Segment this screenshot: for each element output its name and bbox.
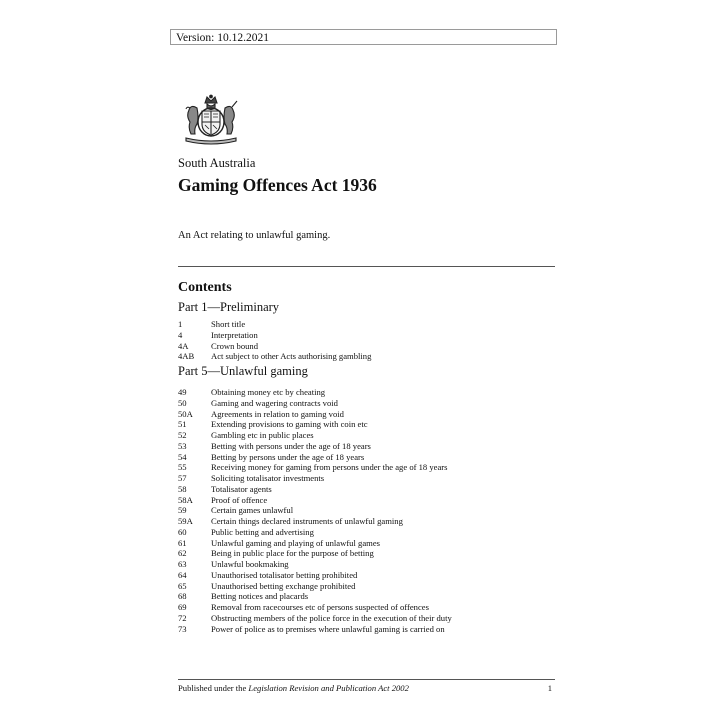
jurisdiction: South Australia <box>178 156 256 170</box>
toc-title: Betting notices and placards <box>211 591 309 602</box>
toc-item[interactable] <box>178 613 452 624</box>
toc-item[interactable] <box>178 591 452 602</box>
toc-item[interactable] <box>178 624 452 635</box>
contents-divider <box>178 266 555 267</box>
toc-item[interactable] <box>178 473 452 484</box>
toc-number: 69 <box>178 602 187 612</box>
toc-number: 68 <box>178 591 187 602</box>
toc-item[interactable] <box>178 452 452 463</box>
toc-item[interactable] <box>178 430 452 441</box>
toc-item[interactable] <box>178 505 452 516</box>
toc-item[interactable] <box>178 419 452 430</box>
toc-number: 60 <box>178 526 187 537</box>
toc-item[interactable] <box>178 484 452 495</box>
toc-title: Certain games unlawful <box>211 505 294 516</box>
toc-title: Removal from racecourses etc of persons suspected of offences <box>211 602 429 612</box>
toc-number: 4 <box>178 329 183 340</box>
toc-title: Unauthorised betting exchange prohibited <box>211 580 356 591</box>
toc-title: Gambling etc in public places <box>211 430 314 440</box>
part-heading-1[interactable]: Part 1—Preliminary <box>178 300 280 314</box>
toc-title: Act subject to other Acts authorising gambling <box>211 351 372 362</box>
toc-list-part-5 <box>178 387 452 634</box>
toc-number: 53 <box>178 440 187 451</box>
toc-number: 64 <box>178 569 187 580</box>
toc-title: Certain things declared instruments of unlawful gaming <box>211 516 403 526</box>
toc-number: 50 <box>178 397 187 408</box>
toc-title: Being in public place for the purpose of betting <box>211 548 374 559</box>
toc-number: 72 <box>178 612 187 623</box>
toc-item[interactable] <box>178 495 452 506</box>
toc-title: Obstructing members of the police force in the execution of their duty <box>211 612 452 623</box>
toc-title: Totalisator agents <box>211 483 272 494</box>
toc-number: 59A <box>178 516 193 526</box>
toc-number: 52 <box>178 430 187 440</box>
toc-title: Obtaining money etc by cheating <box>211 387 326 397</box>
toc-item[interactable] <box>178 548 452 559</box>
toc-number: 73 <box>178 623 187 634</box>
toc-title: Power of police as to premises where unlawful gaming is carried on <box>211 623 445 634</box>
toc-item[interactable] <box>178 527 452 538</box>
toc-list-part-1 <box>178 319 371 362</box>
footer-act-link[interactable]: Legislation Revision and Publication Act 2002 <box>248 683 409 693</box>
toc-number: 57 <box>178 473 187 483</box>
toc-number: 61 <box>178 537 187 548</box>
toc-title: Interpretation <box>211 329 258 340</box>
toc-item[interactable] <box>178 559 452 570</box>
royal-coat-of-arms-icon <box>180 94 242 146</box>
contents-heading: Contents <box>178 280 232 295</box>
toc-number: 49 <box>178 387 187 397</box>
toc-title: Betting with persons under the age of 18 years <box>211 440 371 451</box>
toc-title: Short title <box>211 319 246 329</box>
toc-item[interactable] <box>178 319 371 330</box>
toc-number: 58 <box>178 483 187 494</box>
toc-item[interactable] <box>178 387 452 398</box>
toc-title: Proof of offence <box>211 494 268 505</box>
page-footer <box>178 683 555 693</box>
toc-title: Gaming and wagering contracts void <box>211 397 338 408</box>
footer-divider <box>178 679 555 680</box>
toc-item[interactable] <box>178 581 452 592</box>
version-box <box>170 29 557 45</box>
toc-item[interactable] <box>178 441 452 452</box>
toc-title: Unlawful gaming and playing of unlawful games <box>211 537 380 548</box>
toc-number: 51 <box>178 419 187 430</box>
toc-number: 59 <box>178 505 187 516</box>
toc-number: 65 <box>178 580 187 591</box>
toc-title: Agreements in relation to gaming void <box>211 408 344 419</box>
footer-prefix: Published under the <box>178 683 249 693</box>
toc-number: 4AB <box>178 351 195 362</box>
toc-item[interactable] <box>178 462 452 473</box>
toc-item[interactable] <box>178 330 371 341</box>
toc-title: Extending provisions to gaming with coin etc <box>211 419 368 430</box>
act-title: Gaming Offences Act 1936 <box>178 175 377 195</box>
toc-number: 63 <box>178 559 187 569</box>
toc-item[interactable] <box>178 516 452 527</box>
toc-title: Unauthorised totalisator betting prohibited <box>211 569 358 580</box>
toc-title: Unlawful bookmaking <box>211 559 289 569</box>
version-text: Version: 10.12.2021 <box>176 32 269 44</box>
toc-number: 1 <box>178 319 183 329</box>
toc-item[interactable] <box>178 538 452 549</box>
toc-number: 4A <box>178 340 189 351</box>
toc-title: Crown bound <box>211 340 259 351</box>
toc-title: Soliciting totalisator investments <box>211 473 325 483</box>
page-number: 1 <box>547 683 552 693</box>
toc-item[interactable] <box>178 398 452 409</box>
toc-number: 58A <box>178 494 193 505</box>
toc-item[interactable] <box>178 341 371 352</box>
toc-item[interactable] <box>178 602 452 613</box>
toc-item[interactable] <box>178 351 371 362</box>
toc-number: 62 <box>178 548 187 559</box>
toc-item[interactable] <box>178 570 452 581</box>
long-title: An Act relating to unlawful gaming. <box>178 230 331 241</box>
toc-number: 54 <box>178 451 187 462</box>
toc-title: Public betting and advertising <box>211 526 314 537</box>
toc-number: 50A <box>178 408 193 419</box>
toc-title: Betting by persons under the age of 18 years <box>211 451 365 462</box>
part-heading-5[interactable]: Part 5—Unlawful gaming <box>178 364 308 378</box>
toc-number: 55 <box>178 462 187 473</box>
toc-title: Receiving money for gaming from persons under the age of 18 years <box>211 462 448 473</box>
toc-item[interactable] <box>178 409 452 420</box>
